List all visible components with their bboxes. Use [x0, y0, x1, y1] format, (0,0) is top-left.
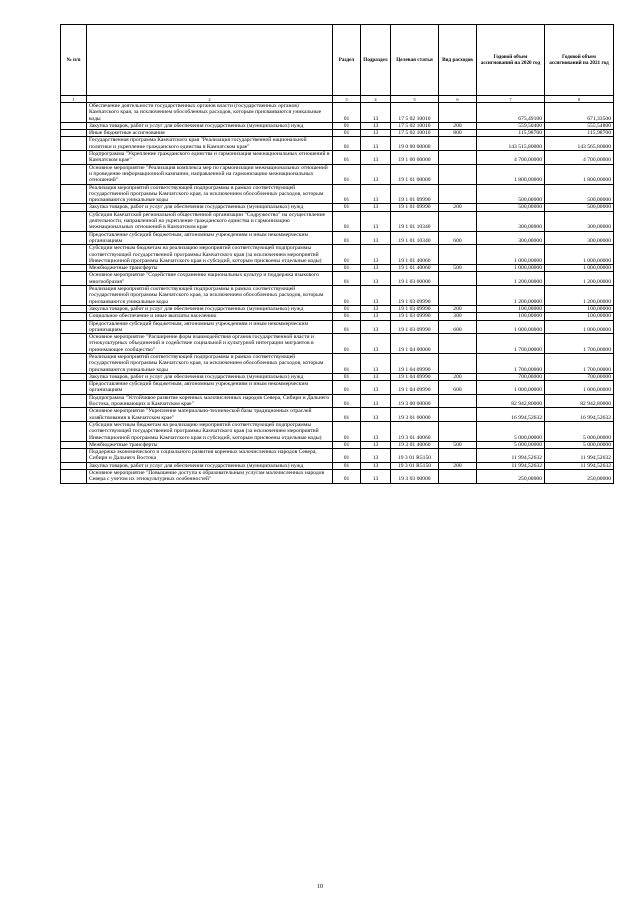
- row-target-article: 19 3 01 R5150: [391, 462, 439, 469]
- row-amount-2021: 1 200,00000: [545, 286, 614, 306]
- row-razdel: 01: [333, 265, 361, 272]
- header-name: [87, 25, 333, 96]
- row-expense-type: [439, 164, 477, 184]
- row-num: [61, 373, 87, 380]
- row-num: [61, 381, 87, 395]
- row-name: Межбюджетные трансферты: [87, 265, 333, 272]
- row-amount-2020: 1 700,00000: [477, 334, 545, 354]
- column-number: 2: [87, 96, 333, 103]
- row-amount-2021: 100,00000: [545, 313, 614, 320]
- row-amount-2020: 100,00000: [477, 313, 545, 320]
- table-row: [61, 103, 614, 123]
- row-expense-type: [439, 353, 477, 373]
- row-target-article: 17 5 02 10010: [391, 103, 439, 123]
- row-target-article: 19 3 01 00000: [391, 408, 439, 422]
- table-row: [61, 470, 614, 484]
- row-target-article: 19 1 03 09990: [391, 313, 439, 320]
- row-amount-2020: 5 000,00000: [477, 421, 545, 441]
- row-podrazdel: 13: [361, 204, 391, 211]
- table-row: [61, 394, 614, 408]
- table-row: [61, 373, 614, 380]
- row-amount-2020: 4 700,00000: [477, 151, 545, 165]
- row-amount-2020: 1 000,00000: [477, 320, 545, 334]
- row-name: Основное мероприятие "Повышение доступа к образовательным услугам малочисленных народов Севера с учетом их этнокультурных особенностей": [87, 470, 333, 484]
- row-podrazdel: 13: [361, 164, 391, 184]
- row-podrazdel: 13: [361, 265, 391, 272]
- row-amount-2021: 1 700,00000: [545, 334, 614, 354]
- row-podrazdel: 13: [361, 245, 391, 265]
- row-podrazdel: 13: [361, 470, 391, 484]
- row-podrazdel: 13: [361, 320, 391, 334]
- row-amount-2021: 1 700,00000: [545, 353, 614, 373]
- table-row: [61, 305, 614, 312]
- row-amount-2021: 1 000,00000: [545, 245, 614, 265]
- row-razdel: 01: [333, 286, 361, 306]
- row-name: Подпрограмма "Устойчивое развитие коренных малочисленных народов Севера, Сибири и Дальнего Востока, проживающих в Камчатском крае": [87, 394, 333, 408]
- table-row: [61, 313, 614, 320]
- row-target-article: 19 1 01 00000: [391, 164, 439, 184]
- row-num: [61, 313, 87, 320]
- row-podrazdel: 13: [361, 184, 391, 204]
- table-row: [61, 231, 614, 245]
- row-razdel: 01: [333, 137, 361, 151]
- row-name: Основное мероприятие "Расширение форм взаимодействия органов государственной власти и этнокультурных объединений и содействие социальной и культурной интеграции мигрантов в принимающее сообщество": [87, 334, 333, 354]
- row-name: Государственная программа Камчатского края "Реализация государственной национальной политики и укрепление гражданского единства в Камчатском крае": [87, 137, 333, 151]
- row-target-article: 19 3 00 00000: [391, 394, 439, 408]
- page-number: 10: [317, 884, 323, 890]
- row-podrazdel: 13: [361, 122, 391, 129]
- table-row: [61, 137, 614, 151]
- table-row: [61, 204, 614, 211]
- row-name: Основное мероприятие "Реализация комплекса мер по гармонизации межнациональных отношений и проведение информационной кампании, направленной на гармонизацию межнациональных отношений": [87, 164, 333, 184]
- header-year-2020: Годовой объем ассигнований на 2020 год: [477, 25, 545, 96]
- row-expense-type: [439, 334, 477, 354]
- row-podrazdel: 13: [361, 137, 391, 151]
- header-year-2021: Годовой объем ассигнований на 2021 год: [545, 25, 614, 96]
- column-number: 8: [545, 96, 614, 103]
- row-name: Предоставление субсидий бюджетным, автономным учреждениям и иным некоммерческим организациям: [87, 320, 333, 334]
- row-amount-2021: 1 000,00000: [545, 265, 614, 272]
- row-amount-2021: 11 994,52632: [545, 449, 614, 463]
- row-podrazdel: 13: [361, 441, 391, 448]
- table-row: [61, 320, 614, 334]
- row-amount-2021: 300,00000: [545, 211, 614, 231]
- row-amount-2020: 5 000,00000: [477, 441, 545, 448]
- table-row: [61, 381, 614, 395]
- row-num: [61, 122, 87, 129]
- row-target-article: 19 1 04 09990: [391, 353, 439, 373]
- row-num: [61, 449, 87, 463]
- row-name: Закупка товаров, работ и услуг для обеспечения государственных (муниципальных) нужд: [87, 462, 333, 469]
- row-num: [61, 286, 87, 306]
- row-target-article: 19 1 03 09990: [391, 305, 439, 312]
- row-expense-type: [439, 272, 477, 286]
- row-expense-type: [439, 184, 477, 204]
- table-row: [61, 421, 614, 441]
- row-razdel: 01: [333, 449, 361, 463]
- row-target-article: 19 1 04 09990: [391, 373, 439, 380]
- row-name: Реализация мероприятий соответствующей подпрограммы в рамках соответствующей государственной программы Камчатского края, за исключением обособленных расходов, которым присваиваются уникальные коды: [87, 184, 333, 204]
- row-razdel: 01: [333, 408, 361, 422]
- row-target-article: 19 1 00 00000: [391, 151, 439, 165]
- table-row: [61, 272, 614, 286]
- row-num: [61, 103, 87, 123]
- row-razdel: 01: [333, 373, 361, 380]
- row-target-article: 19 1 04 00000: [391, 334, 439, 354]
- row-amount-2021: 11 994,52632: [545, 462, 614, 469]
- row-amount-2020: 700,00000: [477, 373, 545, 380]
- row-expense-type: [439, 470, 477, 484]
- row-amount-2021: 1 800,00000: [545, 164, 614, 184]
- row-expense-type: 200: [439, 462, 477, 469]
- budget-table: [60, 24, 614, 484]
- row-num: [61, 164, 87, 184]
- row-target-article: 19 1 01 40060: [391, 245, 439, 265]
- row-amount-2020: 115,98700: [477, 130, 545, 137]
- row-amount-2020: 250,00000: [477, 470, 545, 484]
- row-amount-2020: 100,00000: [477, 305, 545, 312]
- row-num: [61, 408, 87, 422]
- row-name: Закупка товаров, работ и услуг для обеспечения государственных (муниципальных) нужд: [87, 373, 333, 380]
- row-amount-2020: 11 994,52632: [477, 449, 545, 463]
- row-podrazdel: 13: [361, 353, 391, 373]
- row-amount-2020: 1 200,00000: [477, 286, 545, 306]
- row-amount-2021: 16 994,52632: [545, 408, 614, 422]
- row-amount-2020: 16 994,52632: [477, 408, 545, 422]
- row-podrazdel: 13: [361, 421, 391, 441]
- column-number: 6: [439, 96, 477, 103]
- row-target-article: 19 0 00 00000: [391, 137, 439, 151]
- table-row: [61, 265, 614, 272]
- row-num: [61, 462, 87, 469]
- table-row: [61, 334, 614, 354]
- row-podrazdel: 13: [361, 211, 391, 231]
- row-podrazdel: 13: [361, 373, 391, 380]
- row-razdel: 01: [333, 421, 361, 441]
- row-num: [61, 421, 87, 441]
- row-name: Межбюджетные трансферты: [87, 441, 333, 448]
- table-row: [61, 184, 614, 204]
- row-name: Субсидия Камчатской региональной общественной организации "Содружество" на осуществление деятельности, направленной на укрепление гражданского единства и гармонизацию межнациональных отношений в Камчатском крае: [87, 211, 333, 231]
- row-amount-2020: 1 200,00000: [477, 272, 545, 286]
- column-number: 5: [391, 96, 439, 103]
- row-target-article: 19 1 01 40060: [391, 265, 439, 272]
- row-name: Основное мероприятие "Укрепление материально-технической базы традиционных отраслей хозяйствования в Камчатском крае": [87, 408, 333, 422]
- row-expense-type: [439, 449, 477, 463]
- row-amount-2020: 1 000,00000: [477, 265, 545, 272]
- row-amount-2021: 1 000,00000: [545, 320, 614, 334]
- row-amount-2021: 500,00000: [545, 184, 614, 204]
- row-amount-2021: 250,00000: [545, 470, 614, 484]
- row-amount-2021: 115,98700: [545, 130, 614, 137]
- row-num: [61, 272, 87, 286]
- row-amount-2020: 82 942,80000: [477, 394, 545, 408]
- header-razdel: Раздел: [333, 25, 361, 96]
- row-razdel: 01: [333, 353, 361, 373]
- table-body: [61, 96, 614, 484]
- row-podrazdel: 13: [361, 449, 391, 463]
- row-razdel: 01: [333, 320, 361, 334]
- table-row: [61, 211, 614, 231]
- row-podrazdel: 13: [361, 305, 391, 312]
- row-razdel: 01: [333, 164, 361, 184]
- row-amount-2021: 5 000,00000: [545, 421, 614, 441]
- row-target-article: 19 3 03 00000: [391, 470, 439, 484]
- row-podrazdel: 13: [361, 286, 391, 306]
- row-name: Предоставление субсидий бюджетным, автономным учреждениям и иным некоммерческим организациям: [87, 231, 333, 245]
- table-row: [61, 245, 614, 265]
- row-razdel: 01: [333, 272, 361, 286]
- row-amount-2020: 300,00000: [477, 231, 545, 245]
- row-expense-type: 800: [439, 130, 477, 137]
- row-amount-2021: 500,00000: [545, 204, 614, 211]
- table-row: [61, 286, 614, 306]
- row-target-article: 19 1 04 09990: [391, 381, 439, 395]
- table-row: [61, 441, 614, 448]
- row-name: Социальное обеспечение и иные выплаты населению: [87, 313, 333, 320]
- row-podrazdel: 13: [361, 462, 391, 469]
- column-number-row: [61, 96, 614, 103]
- row-target-article: 17 5 02 10010: [391, 130, 439, 137]
- row-amount-2020: 11 994,52632: [477, 462, 545, 469]
- row-amount-2021: 1 200,00000: [545, 272, 614, 286]
- row-name: Субсидии местным бюджетам на реализацию мероприятий соответствующей подпрограммы соответствующей государственной программы Камчатского края (за исключением мероприятий Инвестиционной программы Камчатского края и субсидий, которым присвоены отдельные коды): [87, 421, 333, 441]
- row-num: [61, 353, 87, 373]
- row-target-article: 19 1 03 09990: [391, 286, 439, 306]
- row-podrazdel: 13: [361, 272, 391, 286]
- row-expense-type: 300: [439, 313, 477, 320]
- row-num: [61, 441, 87, 448]
- row-num: [61, 394, 87, 408]
- row-target-article: 19 1 01 10340: [391, 211, 439, 231]
- table-row: [61, 408, 614, 422]
- row-name: Реализация мероприятий соответствующей подпрограммы в рамках соответствующей государственной программы Камчатского края, за исключением обособленных расходов, которым присваиваются уникальные коды: [87, 286, 333, 306]
- row-razdel: 01: [333, 184, 361, 204]
- row-amount-2020: 500,00000: [477, 184, 545, 204]
- row-expense-type: [439, 137, 477, 151]
- row-expense-type: 600: [439, 381, 477, 395]
- row-podrazdel: 13: [361, 381, 391, 395]
- row-num: [61, 231, 87, 245]
- row-name: Предоставление субсидий бюджетным, автономным учреждениям и иным некоммерческим организациям: [87, 381, 333, 395]
- row-num: [61, 211, 87, 231]
- row-amount-2021: 1 000,00000: [545, 381, 614, 395]
- row-expense-type: 200: [439, 373, 477, 380]
- row-amount-2021: 671,33500: [545, 103, 614, 123]
- row-name: Основное мероприятие "Содействие сохранению национальных культур и поддержка языкового многообразия": [87, 272, 333, 286]
- row-razdel: 01: [333, 313, 361, 320]
- row-name: Подпрограмма "Укрепление гражданского единства и гармонизация межнациональных отношений в Камчатском крае": [87, 151, 333, 165]
- row-razdel: 01: [333, 381, 361, 395]
- row-num: [61, 245, 87, 265]
- table-row: [61, 353, 614, 373]
- row-expense-type: 600: [439, 320, 477, 334]
- row-amount-2021: 4 700,00000: [545, 151, 614, 165]
- row-expense-type: 500: [439, 441, 477, 448]
- row-amount-2020: 1 700,00000: [477, 353, 545, 373]
- table-row: [61, 122, 614, 129]
- row-razdel: 01: [333, 470, 361, 484]
- row-name: Поддержка экономического и социального развития коренных малочисленных народов Севера, Сибири и Дальнего Востока: [87, 449, 333, 463]
- header-row: [61, 25, 614, 96]
- row-num: [61, 265, 87, 272]
- row-target-article: 17 5 02 10010: [391, 122, 439, 129]
- row-amount-2021: 555,54800: [545, 122, 614, 129]
- row-podrazdel: 13: [361, 151, 391, 165]
- row-amount-2021: 5 000,00000: [545, 441, 614, 448]
- row-razdel: 01: [333, 245, 361, 265]
- table-row: [61, 151, 614, 165]
- row-razdel: 01: [333, 204, 361, 211]
- row-expense-type: [439, 394, 477, 408]
- row-name: Закупка товаров, работ и услуг для обеспечения государственных (муниципальных) нужд: [87, 122, 333, 129]
- row-podrazdel: 13: [361, 408, 391, 422]
- row-razdel: 01: [333, 462, 361, 469]
- row-amount-2021: 300,00000: [545, 231, 614, 245]
- row-razdel: 01: [333, 122, 361, 129]
- row-razdel: 01: [333, 394, 361, 408]
- table-row: [61, 462, 614, 469]
- row-podrazdel: 13: [361, 334, 391, 354]
- row-razdel: 01: [333, 103, 361, 123]
- row-num: [61, 137, 87, 151]
- row-amount-2020: 143 515,80000: [477, 137, 545, 151]
- row-podrazdel: 13: [361, 231, 391, 245]
- row-expense-type: 200: [439, 122, 477, 129]
- row-expense-type: 200: [439, 204, 477, 211]
- row-num: [61, 204, 87, 211]
- row-target-article: 19 3 01 40060: [391, 421, 439, 441]
- table-row: [61, 164, 614, 184]
- row-name: Реализация мероприятий соответствующей подпрограммы в рамках соответствующей государственной программы Камчатского края, за исключением обособленных расходов, которым присваиваются уникальные коды: [87, 353, 333, 373]
- row-razdel: 01: [333, 211, 361, 231]
- header-expense-type: Вид расходов: [439, 25, 477, 96]
- row-target-article: 19 1 01 10340: [391, 231, 439, 245]
- row-razdel: 01: [333, 130, 361, 137]
- row-amount-2020: 1 000,00000: [477, 245, 545, 265]
- header-num: № п/п: [61, 25, 87, 96]
- row-razdel: 01: [333, 231, 361, 245]
- row-name: Обеспечение деятельности государственных органов власти (государственных органов) Камчатского края, за исключением обособленных расходов, которым присваиваются уникальные коды: [87, 103, 333, 123]
- row-target-article: 19 1 03 09990: [391, 320, 439, 334]
- row-num: [61, 320, 87, 334]
- column-number: 3: [333, 96, 361, 103]
- row-target-article: 19 3 01 40060: [391, 441, 439, 448]
- table-row: [61, 130, 614, 137]
- row-expense-type: 500: [439, 265, 477, 272]
- row-num: [61, 151, 87, 165]
- row-num: [61, 305, 87, 312]
- row-amount-2021: 82 942,80000: [545, 394, 614, 408]
- row-razdel: 01: [333, 305, 361, 312]
- row-name: Закупка товаров, работ и услуг для обеспечения государственных (муниципальных) нужд: [87, 305, 333, 312]
- row-razdel: 01: [333, 151, 361, 165]
- row-expense-type: [439, 408, 477, 422]
- row-amount-2020: 300,00000: [477, 211, 545, 231]
- row-podrazdel: 13: [361, 130, 391, 137]
- row-expense-type: [439, 245, 477, 265]
- row-expense-type: [439, 151, 477, 165]
- row-amount-2021: 100,00000: [545, 305, 614, 312]
- row-podrazdel: 13: [361, 313, 391, 320]
- column-number: 7: [477, 96, 545, 103]
- row-amount-2020: 500,00000: [477, 204, 545, 211]
- row-amount-2021: 143 565,80000: [545, 137, 614, 151]
- row-expense-type: [439, 103, 477, 123]
- row-amount-2021: 700,00000: [545, 373, 614, 380]
- row-num: [61, 184, 87, 204]
- column-number: 1: [61, 96, 87, 103]
- row-num: [61, 334, 87, 354]
- row-name: Иные бюджетные ассигнования: [87, 130, 333, 137]
- row-name: Субсидии местным бюджетам на реализацию мероприятий соответствующей подпрограммы соответствующей государственной программы Камчатского края (за исключением мероприятий Инвестиционной программы Камчатского края и субсидий, которым присвоены отдельные коды): [87, 245, 333, 265]
- row-target-article: 19 1 01 09990: [391, 184, 439, 204]
- row-razdel: 01: [333, 334, 361, 354]
- column-number: 4: [361, 96, 391, 103]
- row-num: [61, 470, 87, 484]
- row-expense-type: 600: [439, 231, 477, 245]
- row-name: Закупка товаров, работ и услуг для обеспечения государственных (муниципальных) нужд: [87, 204, 333, 211]
- row-podrazdel: 13: [361, 394, 391, 408]
- row-amount-2020: 675,49100: [477, 103, 545, 123]
- header-target-article: Целевая статья: [391, 25, 439, 96]
- row-amount-2020: 559,50400: [477, 122, 545, 129]
- row-amount-2020: 1 800,00000: [477, 164, 545, 184]
- row-expense-type: [439, 286, 477, 306]
- table-row: [61, 449, 614, 463]
- row-num: [61, 130, 87, 137]
- row-podrazdel: 13: [361, 103, 391, 123]
- row-expense-type: [439, 421, 477, 441]
- row-target-article: 19 1 01 09990: [391, 204, 439, 211]
- row-razdel: 01: [333, 441, 361, 448]
- row-expense-type: [439, 211, 477, 231]
- header-podrazdel: Подраздел: [361, 25, 391, 96]
- row-target-article: 19 3 01 R5150: [391, 449, 439, 463]
- row-expense-type: 200: [439, 305, 477, 312]
- row-target-article: 19 1 03 00000: [391, 272, 439, 286]
- row-amount-2020: 1 000,00000: [477, 381, 545, 395]
